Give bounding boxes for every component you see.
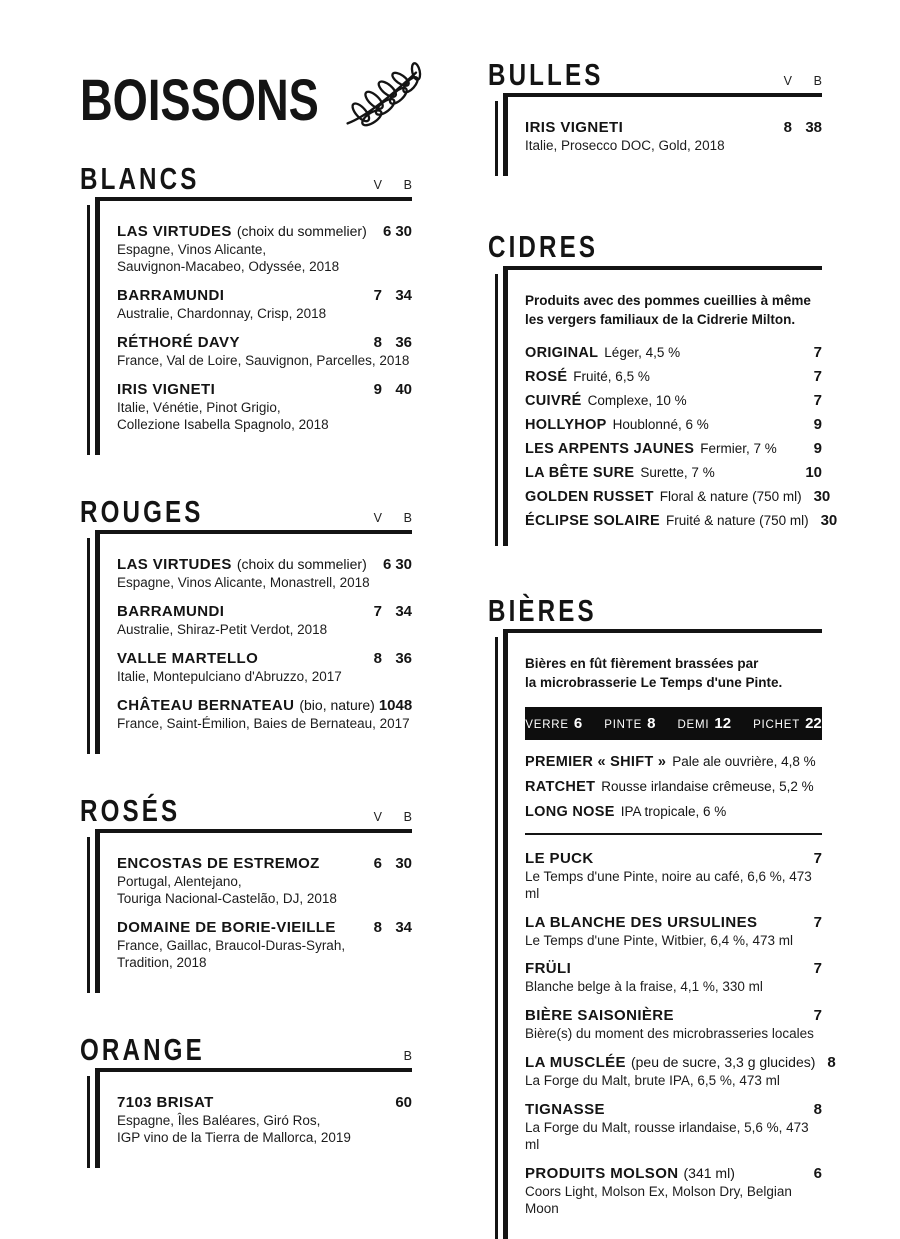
- item-desc: La Forge du Malt, rousse irlandaise, 5,6 %, 473 ml: [525, 1120, 809, 1152]
- item-name: ÉCLIPSE SOLAIRE: [525, 512, 661, 529]
- item-name: TIGNASSE: [525, 1101, 605, 1118]
- menu-item: [117, 334, 412, 370]
- item-name: LAS VIRTUDES: [117, 223, 232, 241]
- section-title: ROUGES: [80, 493, 204, 529]
- right-column: [488, 57, 838, 1239]
- item-desc: Coors Light, Molson Ex, Molson Dry, Belgian Moon: [525, 1183, 792, 1216]
- item-desc: Blanche belge à la fraise, 4,1 %, 330 ml: [525, 979, 763, 995]
- section-title: ORANGE: [80, 1031, 205, 1067]
- price-column-headers: [762, 74, 822, 89]
- item-desc: Espagne, Vinos Alicante, Monastrell, 2018: [117, 575, 370, 591]
- menu-item: [117, 855, 412, 908]
- item-price: 10: [805, 463, 822, 481]
- col-header-verre: V: [783, 74, 792, 89]
- item-name: DOMAINE DE BORIE-VIEILLE: [117, 918, 336, 936]
- item-desc: Bière(s) du moment des microbrasseries locales: [525, 1026, 814, 1042]
- item-name: BIÈRE SAISONIÈRE: [525, 1007, 674, 1025]
- price-column-headers: [352, 511, 412, 526]
- item-desc: Léger, 4,5 %: [604, 344, 681, 360]
- item-price: 9: [813, 415, 822, 433]
- menu-item: [525, 850, 822, 903]
- item-price-verre: 7: [373, 287, 382, 305]
- section-blancs-body: [95, 197, 412, 454]
- item-name: LAS VIRTUDES: [117, 556, 232, 574]
- format-label: PINTE: [604, 718, 643, 731]
- menu-item: [117, 650, 412, 686]
- intro-line: les vergers familiaux de la Cidrerie Milton.: [525, 311, 796, 327]
- menu-item: [117, 919, 412, 972]
- divider: [525, 833, 822, 835]
- item-price-verre: 6: [373, 855, 382, 873]
- section-bulles: [488, 57, 822, 176]
- item-price: 8: [827, 1054, 836, 1072]
- item-name: LA BLANCHE DES URSULINES: [525, 913, 758, 931]
- item-price-bouteille: 36: [395, 649, 412, 667]
- item-desc: Pale ale ouvrière, 4,8 %: [672, 753, 816, 769]
- item-desc: Fermier, 7 %: [700, 440, 777, 456]
- menu-item: [525, 487, 831, 505]
- item-price: 7: [813, 391, 822, 409]
- item-desc: Espagne, Vinos Alicante,: [117, 242, 267, 258]
- price-column-headers: [352, 178, 412, 193]
- format-verre: [525, 715, 582, 732]
- item-desc: France, Saint-Émilion, Baies de Bernateau, 2017: [117, 715, 410, 731]
- menu-item: [525, 754, 822, 770]
- item-desc: Houblonné, 6 %: [612, 416, 709, 432]
- item-price-bouteille: 40: [395, 380, 412, 398]
- page-title: BOISSONS: [80, 68, 319, 133]
- section-cidres: [488, 229, 838, 545]
- bieres-intro: [525, 655, 822, 693]
- item-name: LONG NOSE: [525, 803, 615, 820]
- menu-item: [525, 1101, 822, 1154]
- format-pinte: [604, 715, 655, 732]
- item-desc: Italie, Vénétie, Pinot Grigio,: [117, 399, 281, 415]
- item-price: 30: [820, 511, 838, 529]
- format-price: 8: [647, 714, 656, 732]
- menu-item: [117, 287, 412, 323]
- item-name: 7103 BRISAT: [117, 1094, 214, 1111]
- section-title: BLANCS: [80, 161, 200, 196]
- menu-item: [525, 368, 822, 385]
- item-desc: IGP vino de la Tierra de Mallorca, 2019: [117, 1129, 351, 1145]
- menu-item: [525, 779, 822, 795]
- menu-item: [117, 556, 412, 592]
- price-column-headers: [382, 1049, 412, 1064]
- item-price-verre: 10: [378, 696, 396, 714]
- intro-line: Produits avec des pommes cueillies à même: [525, 292, 811, 308]
- menu-item: [525, 464, 822, 481]
- section-bulles-header: [488, 57, 822, 93]
- left-column: [80, 60, 412, 1168]
- item-desc: La Forge du Malt, brute IPA, 6,5 %, 473 ml: [525, 1073, 780, 1089]
- item-desc: Le Temps d'une Pinte, noire au café, 6,6 %, 473 ml: [525, 868, 812, 901]
- menu-item: [525, 914, 822, 950]
- item-price-bouteille: 34: [395, 918, 412, 936]
- section-roses-header: [80, 792, 412, 829]
- beer-format-price-banner: [525, 707, 822, 740]
- section-title: BIÈRES: [488, 592, 597, 628]
- menu-item: [525, 119, 822, 155]
- item-name: LE PUCK: [525, 849, 594, 867]
- section-bulles-body: [503, 93, 822, 176]
- item-price: 9: [813, 439, 822, 457]
- item-price-verre: 8: [783, 119, 792, 137]
- item-name: HOLLYHOP: [525, 416, 607, 433]
- section-bieres-header: [488, 592, 822, 629]
- item-price-bouteille: 48: [395, 696, 413, 714]
- item-desc: Australie, Shiraz-Petit Verdot, 2018: [117, 622, 328, 637]
- menu-item: [525, 1054, 836, 1090]
- item-note: (choix du sommelier): [236, 556, 367, 573]
- item-desc: Italie, Prosecco DOC, Gold, 2018: [525, 138, 725, 154]
- section-blancs-header: [80, 161, 412, 197]
- item-price-verre: 8: [373, 334, 382, 352]
- section-cidres-header: [488, 229, 822, 265]
- item-price-verre: 6: [383, 223, 392, 241]
- section-orange-body: [95, 1068, 412, 1168]
- item-name: PREMIER « SHIFT »: [525, 753, 667, 770]
- item-name: ROSÉ: [525, 368, 568, 385]
- item-desc: Floral & nature (750 ml): [659, 488, 802, 504]
- price-column-headers: [352, 810, 412, 825]
- col-header-bouteille: B: [403, 511, 412, 526]
- section-cidres-body: [503, 266, 838, 546]
- item-price: 7: [813, 849, 822, 867]
- section-rouges-header: [80, 493, 412, 530]
- item-note: (341 ml): [683, 1164, 735, 1181]
- item-desc: Fruité & nature (750 ml): [666, 512, 809, 528]
- menu-item: [525, 440, 822, 457]
- item-name: IRIS VIGNETI: [117, 380, 216, 398]
- col-header-bouteille: B: [813, 74, 822, 89]
- item-price-verre: 9: [373, 380, 382, 398]
- menu-item: [117, 223, 412, 276]
- item-desc: Fruité, 6,5 %: [573, 368, 650, 384]
- format-price: 6: [573, 714, 583, 732]
- section-roses-body: [95, 829, 412, 993]
- col-header-verre: V: [373, 511, 382, 526]
- col-header-verre: V: [373, 810, 382, 825]
- menu-item: [117, 697, 412, 733]
- item-price-bouteille: 30: [395, 223, 412, 241]
- item-name: BARRAMUNDI: [117, 287, 225, 305]
- col-header-verre: V: [373, 178, 382, 193]
- item-name: LES ARPENTS JAUNES: [525, 440, 695, 457]
- item-name: ORIGINAL: [525, 344, 599, 361]
- format-price: 12: [714, 714, 732, 732]
- item-price: 6: [813, 1164, 822, 1182]
- menu-item: [525, 344, 822, 361]
- item-price-bouteille: 36: [395, 334, 412, 352]
- section-orange-header: [80, 1031, 412, 1068]
- item-name: CHÂTEAU BERNATEAU: [117, 696, 295, 714]
- item-price: 7: [813, 343, 822, 361]
- intro-line: Bières en fût fièrement brassées par: [525, 655, 759, 671]
- item-price-bouteille: 60: [395, 1094, 412, 1111]
- menu-item: [117, 1094, 412, 1147]
- item-desc: Tradition, 2018: [117, 954, 207, 970]
- item-price-verre: 6: [383, 556, 392, 574]
- item-price: 8: [813, 1101, 822, 1118]
- menu-item: [117, 381, 412, 434]
- item-name: LA BÊTE SURE: [525, 464, 635, 481]
- section-title: BULLES: [488, 57, 604, 92]
- format-demi: [677, 715, 731, 732]
- col-header-bouteille: B: [403, 178, 412, 193]
- item-name: IRIS VIGNETI: [525, 119, 624, 137]
- item-price: 7: [813, 367, 822, 385]
- item-desc: France, Gaillac, Braucol-Duras-Syrah,: [117, 937, 346, 953]
- item-price-verre: 7: [373, 603, 382, 620]
- item-name: RÉTHORÉ DAVY: [117, 334, 240, 352]
- menu-item: [525, 511, 838, 529]
- laurel-branch-icon: [340, 66, 428, 130]
- col-header-bouteille: B: [403, 810, 412, 825]
- item-desc: Sauvignon-Macabeo, Odyssée, 2018: [117, 259, 340, 275]
- menu-item: [525, 416, 822, 433]
- menu-item: [525, 960, 822, 996]
- item-price-verre: 8: [373, 918, 382, 936]
- section-bieres: [488, 592, 836, 1239]
- item-name: RATCHET: [525, 778, 596, 795]
- format-price: 22: [805, 714, 822, 732]
- format-label: DEMI: [677, 718, 710, 731]
- item-desc: Rousse irlandaise crêmeuse, 5,2 %: [601, 778, 814, 794]
- item-desc: IPA tropicale, 6 %: [620, 803, 727, 819]
- item-price-bouteille: 30: [395, 855, 412, 873]
- item-name: VALLE MARTELLO: [117, 649, 259, 667]
- item-price: 7: [813, 960, 822, 978]
- item-name: GOLDEN RUSSET: [525, 488, 654, 505]
- menu-title-wrap: [80, 68, 334, 133]
- item-desc: Complexe, 10 %: [587, 392, 687, 408]
- item-name: LA MUSCLÉE: [525, 1054, 626, 1072]
- item-desc: Espagne, Îles Baléares, Giró Ros,: [117, 1113, 321, 1128]
- item-name: BARRAMUNDI: [117, 603, 225, 620]
- section-bieres-body: [503, 629, 836, 1239]
- section-roses: [80, 792, 412, 993]
- format-pichet: [753, 715, 822, 732]
- item-desc: Italie, Montepulciano d'Abruzzo, 2017: [117, 668, 342, 684]
- item-name: PRODUITS MOLSON: [525, 1164, 679, 1182]
- format-label: VERRE: [525, 718, 569, 731]
- cidres-intro: [525, 292, 822, 330]
- menu-item: [525, 1007, 822, 1043]
- item-name: FRÜLI: [525, 960, 572, 978]
- item-price-verre: 8: [373, 649, 382, 667]
- col-header-bouteille: B: [403, 1049, 412, 1063]
- item-note: (bio, nature): [299, 696, 375, 713]
- item-note: (peu de sucre, 3,3 g glucides): [630, 1054, 816, 1071]
- item-desc: Le Temps d'une Pinte, Witbier, 6,4 %, 473 ml: [525, 932, 793, 948]
- item-price-bouteille: 34: [395, 603, 412, 620]
- item-note: (choix du sommelier): [236, 223, 367, 240]
- item-price-bouteille: 34: [395, 287, 412, 305]
- item-price: 7: [813, 913, 822, 931]
- menu-title-row: [80, 68, 412, 134]
- section-blancs: [80, 161, 412, 455]
- item-name: ENCOSTAS DE ESTREMOZ: [117, 855, 320, 873]
- item-price-bouteille: 30: [395, 556, 412, 574]
- format-label: PICHET: [753, 718, 801, 731]
- section-title: ROSÉS: [80, 792, 181, 828]
- section-orange: [80, 1031, 412, 1168]
- section-rouges-body: [95, 530, 412, 754]
- menu-item: [525, 1165, 822, 1218]
- section-rouges: [80, 493, 413, 754]
- intro-line: la microbrasserie Le Temps d'une Pinte.: [525, 674, 783, 690]
- item-name: CUIVRÉ: [525, 392, 582, 409]
- item-price: 30: [813, 487, 831, 505]
- item-desc: Australie, Chardonnay, Crisp, 2018: [117, 306, 327, 322]
- menu-item: [525, 804, 822, 820]
- item-desc: France, Val de Loire, Sauvignon, Parcelles, 2018: [117, 353, 410, 369]
- item-desc: Collezione Isabella Spagnolo, 2018: [117, 416, 329, 432]
- menu-item: [117, 603, 412, 639]
- section-title: CIDRES: [488, 229, 599, 265]
- menu-item: [525, 392, 822, 409]
- item-desc: Portugal, Alentejano,: [117, 874, 242, 890]
- item-price: 7: [813, 1007, 822, 1025]
- item-desc: Touriga Nacional-Castelão, DJ, 2018: [117, 890, 337, 906]
- item-desc: Surette, 7 %: [640, 464, 715, 480]
- item-price-bouteille: 38: [805, 119, 822, 137]
